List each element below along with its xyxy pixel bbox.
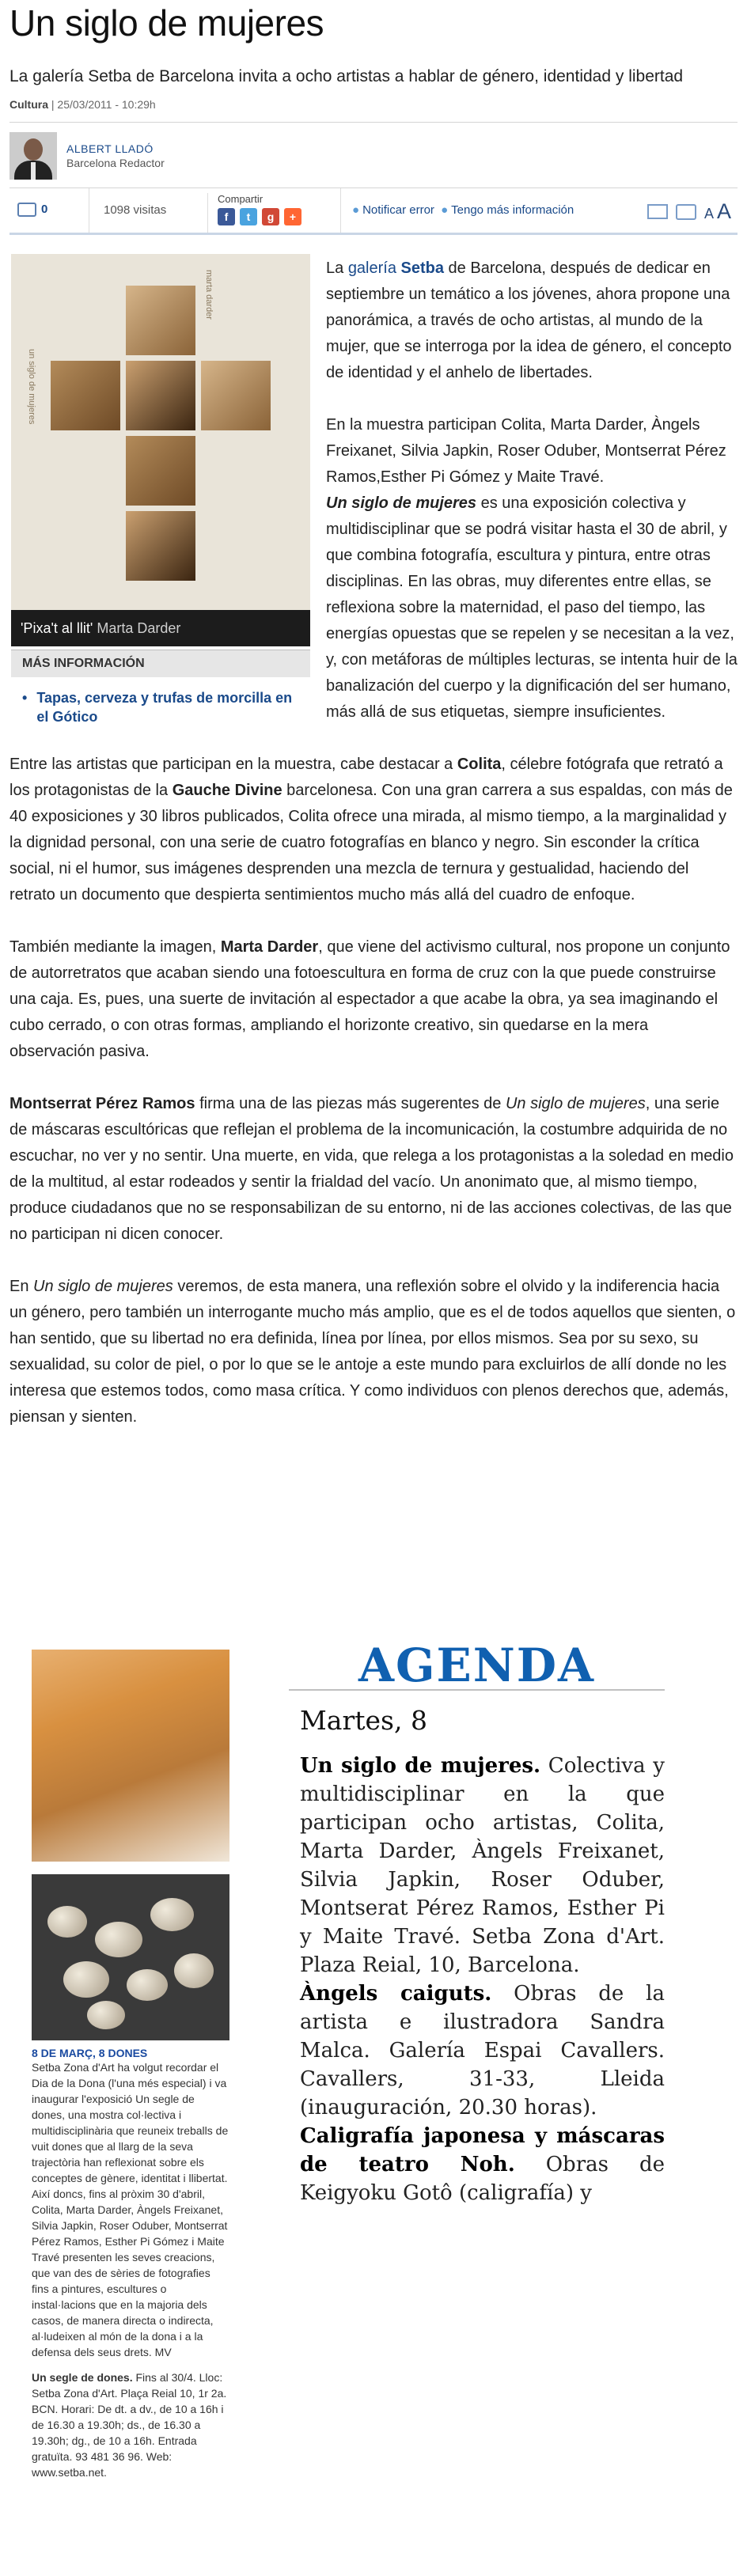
print-icon[interactable] (676, 204, 696, 220)
clipping-left-body: Setba Zona d'Art ha volgut recordar el Dia de la Dona (l'una més especial) i va inaugurar l'exposició Un segle de dones, una mostra col·lectiva i multidisciplinària que reuneix treballs de vuit dones que al llarg de la seva trajectòria han reflexionat sobre els conceptes de gènere, identitat i llibertat. Així doncs, fins al pròxim 30 d'abril, Colita, Marta Darder, Àngels Freixanet, Silvia Japkin, Roser Oduber, Montserrat Pérez Ramos, Esther Pi Gómez i Maite Travé presenten les seves creacions, que van des de sèries de fotografies fins a pintures, escultures o instal·lacions que en la majoria dels casos, de manera directa o indirecta, al·ludeixen al món de la dona i a la defensa dels seus drets. MV (32, 2061, 229, 2358)
figure-caption: 'Pixa't al llit' Marta Darder (11, 610, 310, 646)
clipping-left-info: Un segle de dones. Fins al 30/4. Lloc: Setba Zona d'Art. Plaça Reial 10, 1r 2a. BCN. Horari: De dt. a dv., de 10 a 16h i de 16.30 a 19.30h; ds., de 16.30 a 19.30h; dg., de 10 a 16h. Entrada gratuïta. 93 481 36 96. Web: www.setba.net. (32, 2371, 227, 2479)
paragraph: En la muestra participan Colita, Marta Darder, Àngels Freixanet, Silvia Japkin, Roser Oduber, Montserrat Pérez Ramos,Esther Pi Gómez y Maite Travé. (326, 416, 726, 486)
addthis-icon[interactable]: + (284, 208, 301, 225)
comment-icon (17, 203, 36, 217)
article-figure (11, 254, 310, 646)
author-name[interactable]: ALBERT LLADÓ (66, 142, 154, 155)
agenda-day: Martes, 8 (300, 1705, 427, 1736)
press-clipping (24, 1638, 665, 2567)
share-label: Compartir (218, 193, 264, 205)
galeria-link[interactable]: galería (347, 259, 396, 277)
comments-count: 0 (41, 203, 48, 216)
comments-button[interactable] (17, 203, 47, 217)
paragraph: Entre las artistas que participan en la muestra, cabe destacar a Colita, célebre fotógrafa que retrató a los protagonistas de la Gauche Divine barcelonesa. Con una gran carrera a sus espaldas, con más de 40 exposiciones y 30 libros publicados, Colita ofrece una mirada, al mismo tiempo, a la marginalidad y la dignidad personal, con una serie de cuatro fotografías en blanco y negro. Sin esconder la crítica social, ni el humor, sus imágenes desprenden una mezcla de ternura y gestualidad, haciendo del retrato un documento que despierta sentimientos mucho más allá del cuadro de enfoque. (9, 756, 733, 903)
article-toolbar (9, 188, 738, 235)
article-date: 25/03/2011 - 10:29h (57, 98, 156, 111)
facebook-icon[interactable]: f (218, 208, 235, 225)
share-box (207, 193, 301, 233)
visits-count: 1098 visitas (89, 188, 166, 233)
paragraph: Montserrat Pérez Ramos firma una de las piezas más sugerentes de Un siglo de mujeres, una serie de máscaras escultóricas que reflejan el problema de la incomunicación, la costumbre adquirida de no escuchar, no ver y no sentir. Una muerte, en vida, que relega a los protagonistas a la soledad en medio de la multitud, al estar rodeados y sentir la frialdad del vacío. Un anonimato que, al mismo tiempo, produce ciudadanos que no se responsabilizan de su entorno, ni de las acciones colectivas, de las que no participan ni dicen conocer. (9, 1095, 734, 1243)
more-info-box (11, 650, 310, 734)
toolbar-tools (647, 199, 731, 224)
avatar (9, 132, 57, 180)
agenda-entry: Àngels caiguts. Obras de la artista e ilustradora Sandra Malca. Galería Espai Cavallers. Cavallers, 31-33, Lleida (inauguración, 20.30 horas). (300, 1982, 665, 2120)
email-icon[interactable] (647, 204, 668, 219)
paragraph: Un siglo de mujeres es una exposición colectiva y multidisciplinar que se podrá visitar hasta el 30 de abril, y que combina fotografía, escultura y pintura, entre otras disciplinas. En las obras, muy diferentes entre ellas, se reflexiona sobre la maternidad, el paso del tiempo, las energías opuestas que se repelen y se necesitan a la vez, y, con metáforas de múltiples lecturas, se intenta huir de la banalización del cuerpo y la dignificación del ser humano, más allá de sus etiquetas, siempre insuficientes. (326, 494, 738, 721)
author-box (9, 123, 738, 188)
agenda-heading: AGENDA (289, 1642, 665, 1691)
clipping-agenda (289, 1638, 665, 2207)
exhibition-poster: un siglo de mujeres marta darder (11, 254, 310, 610)
toolbar-links: ● Notificar error ● Tengo más información (340, 188, 574, 233)
agenda-entry: Caligrafía japonesa y máscaras de teatro Noh. Obras de Keigyoku Gotô (caligrafía) y (300, 2124, 665, 2205)
notify-error-link[interactable]: Notificar error (362, 203, 434, 217)
clipping-left-column (32, 1650, 229, 2480)
font-smaller-button[interactable]: A (703, 206, 713, 222)
font-larger-button[interactable]: A (716, 199, 731, 223)
paragraph: En Un siglo de mujeres veremos, de esta manera, una reflexión sobre el olvido y la indiferencia hacia un género, pero también un interrogante mucho más amplio, que es el de todos aquellos que sienten, o han sentido, que su libertad no era definida, línea por línea, por ellos mismos. Sea por su sexo, su sexualidad, su color de piel, o por lo que se le antoje a este mundo para excluirlos de allí donde no les interesa que estemos todos, como masa crítica. Y como individuos con plenos derechos que, además, piensan y sienten. (9, 1278, 736, 1426)
setba-link[interactable]: Setba (400, 259, 444, 277)
twitter-icon[interactable]: t (240, 208, 257, 225)
author-role: Barcelona Redactor (66, 157, 165, 169)
more-info-heading: MÁS INFORMACIÓN (11, 650, 310, 677)
agenda-entry: Un siglo de mujeres. Colectiva y multidisciplinar en la que participan ocho artistas, Colita, Marta Darder, Àngels Freixanet, Silvia Japkin, Roser Oduber, Montserat Pérez Ramos, Esther Pi y Maite Travé. Setba Zona d'Art. Plaza Reial, 10, Barcelona. (300, 1754, 665, 1977)
related-link[interactable]: Tapas, cerveza y trufas de morcilla en el Gótico (36, 690, 293, 725)
clipping-photo-letters (32, 1650, 229, 1862)
clipping-left-heading: 8 DE MARÇ, 8 DONES (32, 2047, 148, 2059)
paragraph: También mediante la imagen, Marta Darder, que viene del activismo cultural, nos propone un conjunto de autorretratos que acaban siendo una fotoescultura en forma de cruz con la que puede construirse una caja. Es, pues, una suerte de invitación al espectador a que acabe la obra, ya sea imaginando el cubo cerrado, o con otras formas, ampliando el horizonte creativo, sin quedarse en la mera observación pasiva. (9, 938, 730, 1060)
google-icon[interactable]: g (262, 208, 279, 225)
section-link[interactable]: Cultura (9, 98, 48, 111)
more-info-link[interactable]: Tengo más información (451, 203, 574, 217)
article-meta: Cultura | 25/03/2011 - 10:29h (9, 98, 156, 111)
page-title: Un siglo de mujeres (9, 2, 324, 44)
more-info-item[interactable]: • Tapas, cerveza y trufas de morcilla en el Gótico (11, 677, 310, 734)
font-size-controls (704, 199, 731, 224)
paragraph: La galería Setba de Barcelona, después de dedicar en septiembre un temático a los jóvenes, ahora propone una panorámica, a través de ocho artistas, al mundo de la mujer, que se interroga por la idea de género, el concepto de identidad y el anhelo de libertades. (326, 259, 732, 381)
clipping-photo-masks (32, 1874, 229, 2040)
article-subtitle: La galería Setba de Barcelona invita a ocho artistas a hablar de género, identidad y libertad (9, 67, 684, 85)
